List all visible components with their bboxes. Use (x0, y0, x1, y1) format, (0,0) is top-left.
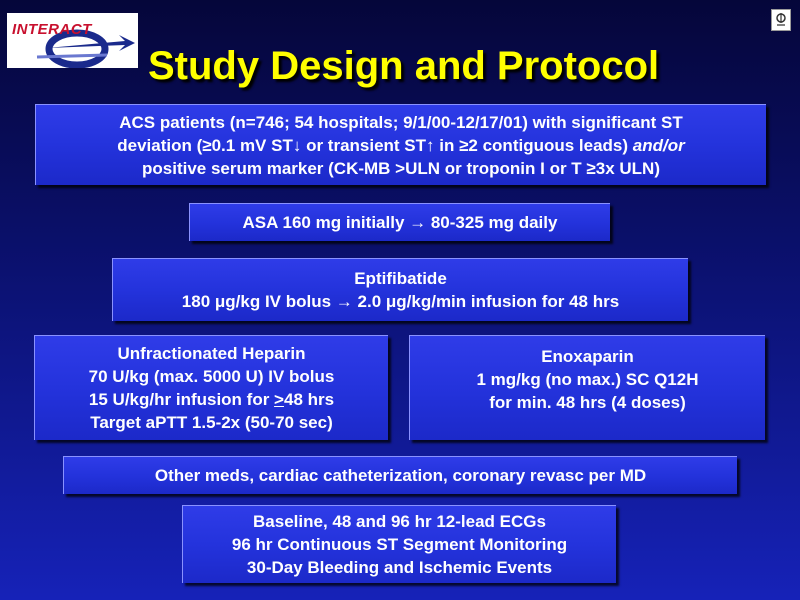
patients-line-3: positive serum marker (CK-MB >ULN or troponin I or T ≥3x ULN) (142, 158, 660, 178)
eptifibatide-box (112, 258, 688, 321)
heparin-line-1: Unfractionated Heparin (117, 344, 306, 363)
eptifibatide-line-1: Eptifibatide (354, 269, 447, 288)
patients-line-2: deviation (≥0.1 mV ST↓ or transient ST↑ in ≥2 contiguous leads) and/or (117, 135, 685, 155)
eptifibatide-line-2: 180 μg/kg IV bolus → 2.0 μg/kg/min infusion for 48 hrs (181, 292, 620, 311)
other-meds-line-1: Other meds, cardiac catheterization, coronary revasc per MD (154, 466, 647, 485)
baseline-box (182, 505, 616, 583)
enoxaparin-line-1: Enoxaparin (541, 347, 634, 366)
interact-logo (7, 13, 138, 68)
heparin-line-2: 70 U/kg (max. 5000 U) IV bolus (88, 367, 335, 386)
asa-box (189, 203, 610, 241)
heparin-box (34, 335, 388, 440)
baseline-line-3: 30-Day Bleeding and Ischemic Events (246, 558, 553, 577)
patients-box (35, 104, 766, 185)
baseline-line-1: Baseline, 48 and 96 hr 12-lead ECGs (253, 512, 546, 531)
enoxaparin-line-2: 1 mg/kg (no max.) SC Q12H (476, 370, 699, 389)
heparin-line-3: 15 U/kg/hr infusion for >48 hrs (88, 390, 335, 409)
enoxaparin-line-3: for min. 48 hrs (4 doses) (489, 393, 686, 412)
baseline-line-2: 96 hr Continuous ST Segment Monitoring (231, 535, 568, 554)
enoxaparin-box (409, 335, 765, 440)
document-icon[interactable] (771, 9, 791, 31)
heparin-line-4: Target aPTT 1.5-2x (50-70 sec) (90, 413, 333, 432)
other-meds-box (63, 456, 737, 494)
page-title: Study Design and Protocol (148, 44, 660, 88)
asa-line-1: ASA 160 mg initially → 80-325 mg daily (242, 213, 558, 232)
logo-text: INTERACT (12, 21, 92, 38)
patients-line-1: ACS patients (n=746; 54 hospitals; 9/1/00-12/17/01) with significant ST (119, 112, 683, 132)
